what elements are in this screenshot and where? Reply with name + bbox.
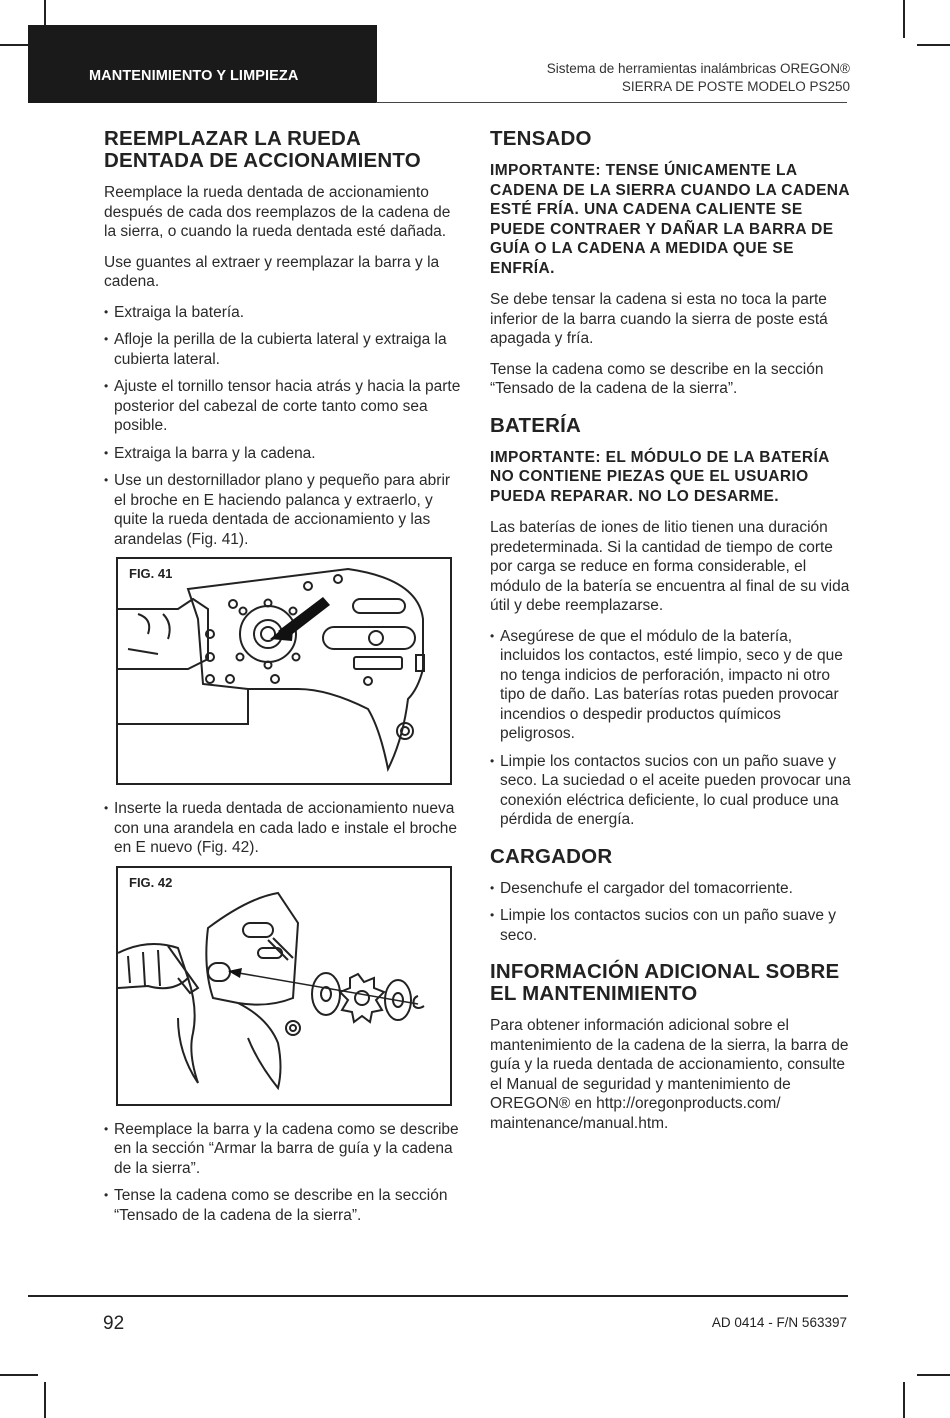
- cargador-list: [490, 879, 852, 946]
- steps-list-3: [104, 1120, 464, 1226]
- crop-mark: [903, 1382, 905, 1418]
- paragraph: Para obtener información adicional sobre el mantenimiento de la cadena de la sierra, la barra de guía y la rueda dentada de accionamiento, consulte el Manual de seguridad y mantenimiento de OREGON® en http://oregonproducts.com/ maintenance/manual.htm.: [490, 1017, 849, 1132]
- section-label: MANTENIMIENTO Y LIMPIEZA: [89, 68, 299, 84]
- heading-info-adicional: INFORMACIÓN ADICIONAL SOBRE EL MANTENIMIENTO: [490, 960, 840, 1005]
- footer-rule: [28, 1295, 848, 1297]
- list-item: • Extraiga la barra y la cadena.: [104, 444, 464, 464]
- crop-mark: [917, 44, 950, 46]
- list-item: • Tense la cadena como se describe en la sección “Tensado de la cadena de la sierra”.: [104, 1186, 464, 1225]
- list-item: • Use un destornillador plano y pequeño para abrir el broche en E haciendo palanca y extraerlo, y quite la rueda dentada de accionamiento y las arandelas (Fig. 41).: [104, 471, 464, 549]
- document-code: AD 0414 - F/N 563397: [711, 1315, 847, 1330]
- list-item: • Asegúrese de que el módulo de la batería, incluidos los contactos, esté limpio, seco y de que no tenga indicios de perforación, impacto ni otro tipo de daño. Las baterías rotas pueden provocar incendios o despedir productos químicos peligrosos.: [490, 627, 852, 744]
- list-item: • Limpie los contactos sucios con un paño suave y seco.: [490, 906, 852, 945]
- paragraph: Las baterías de iones de litio tienen una duración predeterminada. Si la cantidad de tiempo de corte por carga se reduce en forma considerable, el módulo de la batería se encuentra al final de su vida útil y debe reemplazarse.: [490, 519, 850, 614]
- right-column: [490, 128, 852, 1144]
- crop-mark: [0, 1374, 38, 1376]
- page-number: 92: [103, 1313, 125, 1334]
- crop-mark: [917, 1374, 950, 1376]
- important-notice: IMPORTANTE: EL MÓDULO DE LA BATERÍA NO CONTIENE PIEZAS QUE EL USUARIO PUEDA REPARAR. NO LO DESARME.: [490, 448, 830, 505]
- left-column: [104, 128, 464, 1233]
- product-line-2: SIERRA DE POSTE MODELO PS250: [621, 79, 850, 94]
- list-item: • Desenchufe el cargador del tomacorriente.: [490, 879, 852, 899]
- heading-bateria: BATERÍA: [490, 413, 581, 437]
- figure-label: FIG. 42: [129, 874, 173, 890]
- figure-42: [116, 866, 452, 1106]
- product-line-1: Sistema de herramientas inalámbricas OREGON®: [546, 61, 850, 76]
- sprocket-removal-illustration: [118, 559, 450, 783]
- heading-cargador: CARGADOR: [490, 844, 613, 868]
- paragraph: Se debe tensar la cadena si esta no toca la parte inferior de la barra cuando la sierra de poste está apagada y fría.: [490, 291, 828, 347]
- figure-41: [116, 557, 452, 785]
- list-item: • Reemplace la barra y la cadena como se describe en la sección “Armar la barra de guía y la cadena de la sierra”.: [104, 1120, 464, 1179]
- paragraph: Use guantes al extraer y reemplazar la barra y la cadena.: [104, 253, 440, 290]
- figure-label: FIG. 41: [129, 566, 173, 581]
- crop-mark: [903, 0, 905, 38]
- section-header-bar: [28, 25, 377, 103]
- heading-replace-sprocket: REEMPLAZAR LA RUEDA DENTADA DE ACCIONAMIENTO: [104, 127, 421, 172]
- sprocket-installation-illustration: [118, 868, 450, 1104]
- list-item: • Afloje la perilla de la cubierta lateral y extraiga la cubierta lateral.: [104, 330, 464, 369]
- paragraph: Tense la cadena como se describe en la sección “Tensado de la cadena de la sierra”.: [490, 360, 824, 397]
- list-item: • Ajuste el tornillo tensor hacia atrás y hacia la parte posterior del cabezal de corte tanto como sea posible.: [104, 377, 464, 436]
- bateria-list: [490, 627, 852, 830]
- list-item: • Inserte la rueda dentada de accionamiento nueva con una arandela en cada lado e instale el broche en E nuevo (Fig. 42).: [104, 799, 464, 858]
- crop-mark: [44, 1382, 46, 1418]
- list-item: • Extraiga la batería.: [104, 303, 464, 323]
- important-notice: IMPORTANTE: TENSE ÚNICAMENTE LA CADENA DE LA SIERRA CUANDO LA CADENA ESTÉ FRÍA. UNA CADENA CALIENTE SE PUEDE CONTRAER Y DAÑAR LA BARRA DE GUÍA O LA CADENA A MEDIDA QUE SE ENFRÍA.: [490, 162, 850, 277]
- steps-list: [104, 303, 464, 550]
- steps-list-2: [104, 799, 464, 858]
- paragraph: Reemplace la rueda dentada de accionamiento después de cada dos reemplazos de la cadena de la sierra, o cuando la rueda dentada esté dañada.: [104, 184, 451, 240]
- header-rule: [376, 102, 847, 103]
- list-item: • Limpie los contactos sucios con un paño suave y seco. La suciedad o el aceite pueden provocar una conexión eléctrica deficiente, lo cual produce una pérdida de energía.: [490, 752, 852, 830]
- product-title: [547, 60, 850, 96]
- heading-tensado: TENSADO: [490, 127, 592, 150]
